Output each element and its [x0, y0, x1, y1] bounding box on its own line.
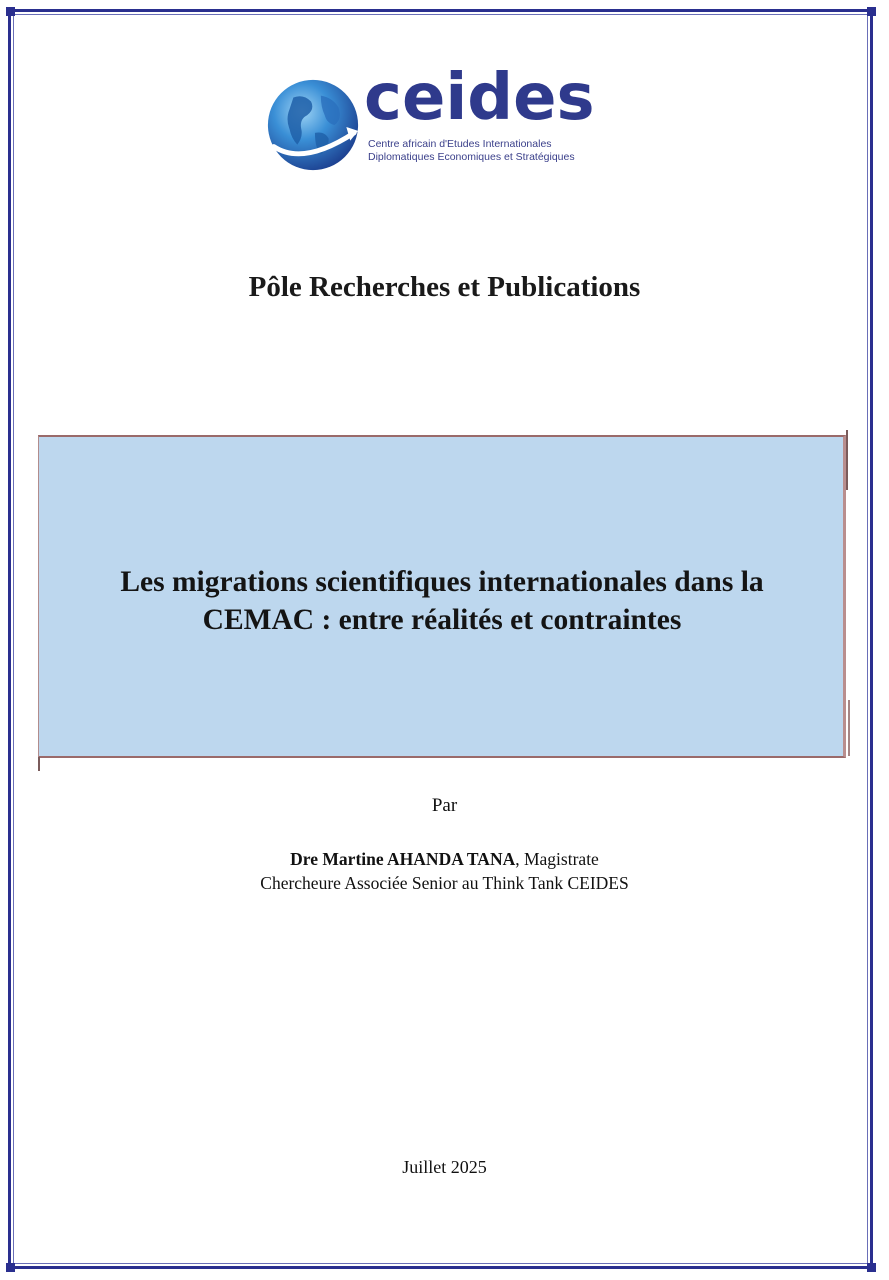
document-title-line2: CEMAC : entre réalités et contraintes	[202, 604, 682, 636]
author-affiliation: Chercheure Associée Senior au Think Tank CEIDES	[260, 873, 629, 893]
title-box-edge-mark	[846, 430, 848, 490]
border-corner-top-right	[867, 7, 876, 16]
department-heading: Pôle Recherches et Publications	[248, 271, 641, 303]
border-corner-top-left	[6, 7, 15, 16]
byline-prefix: Par	[431, 795, 458, 816]
publication-date: Juillet 2025	[402, 1157, 487, 1177]
author-line	[0, 849, 889, 870]
author-title: , Magistrate	[515, 849, 599, 869]
logo-subtitle-line1: Centre africain d'Etudes Internationales	[368, 138, 552, 150]
border-corner-bottom-left	[6, 1263, 15, 1272]
logo-wordmark: ceides	[364, 61, 595, 135]
logo-subtitle-line2: Diplomatiques Economiques et Stratégiques	[368, 151, 575, 163]
border-corner-bottom-right	[867, 1263, 876, 1272]
document-title	[40, 563, 844, 639]
globe-icon	[264, 76, 362, 174]
document-title-line1: Les migrations scientifiques internationales dans la	[120, 566, 764, 598]
author-name: Dre Martine AHANDA TANA	[290, 849, 516, 869]
title-box-edge-mark	[848, 700, 850, 756]
ceides-logo	[264, 61, 604, 177]
title-box-edge-mark	[38, 757, 40, 771]
